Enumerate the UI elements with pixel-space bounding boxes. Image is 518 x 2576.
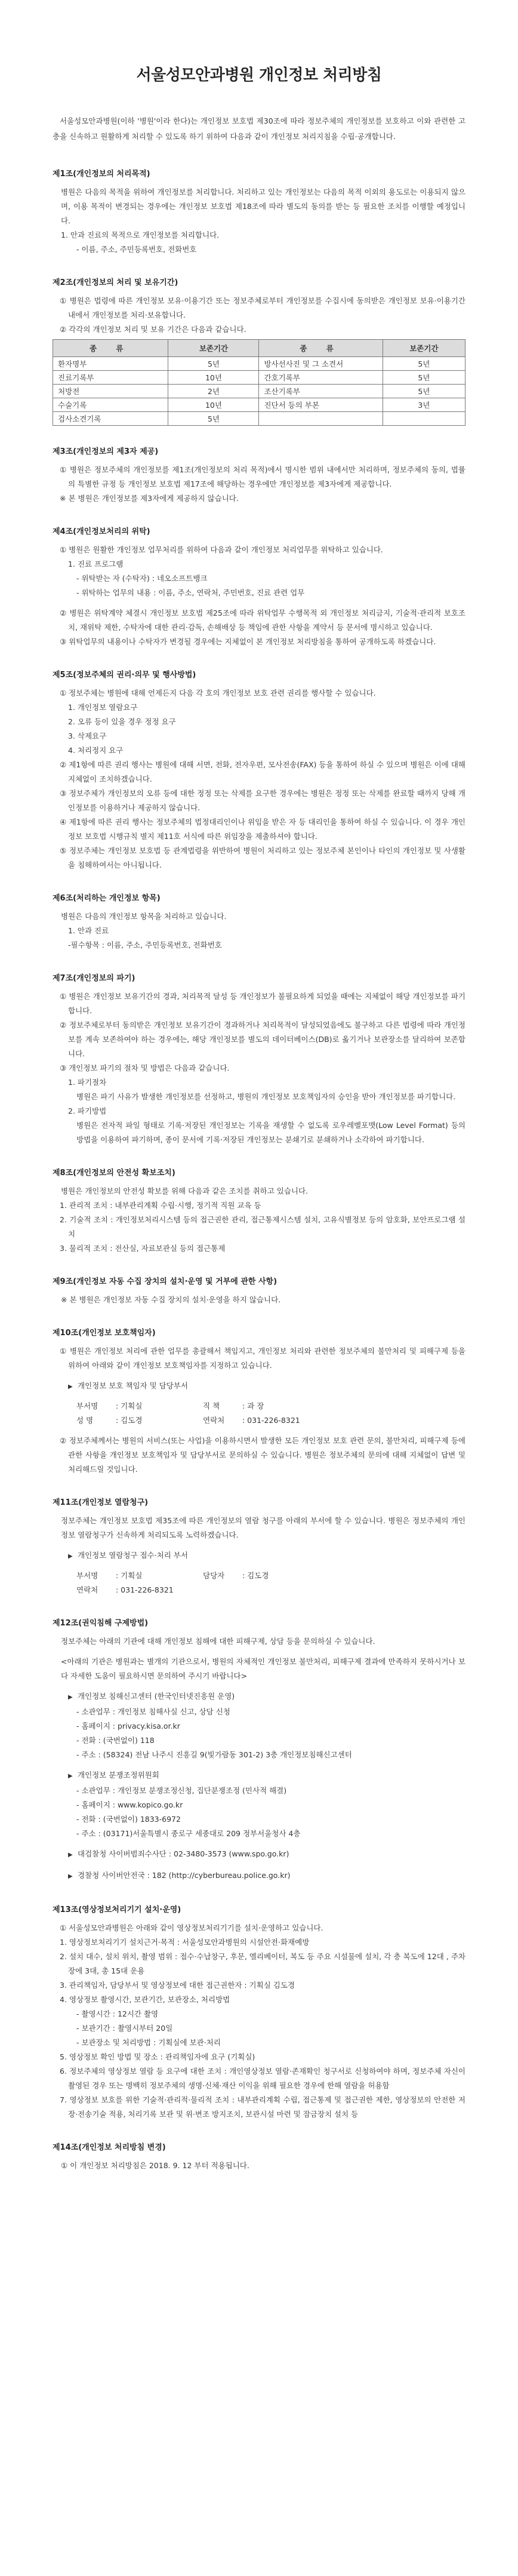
section-14-text: ① 이 개인정보 처리방침은 2018. 9. 12 부터 적용됩니다. (61, 2161, 249, 2170)
section-7-text: 병원은 전자적 파일 형태로 기록·저장된 개인정보는 기록을 재생할 수 없도록 로우레벨포맷(Low Level Format) 등의 방법을 이용하여 파기하며, 종이 문서에 기록·저장된 개인정보는 분쇄기로 분쇄하거나 소각하여 파기합니다. (76, 1121, 465, 1144)
section-12-text: - 소관업무 : 개인정보 침해사실 신고, 상담 신청 (76, 1707, 230, 1716)
section-11-heading: 제11조(개인정보 열람청구) (53, 1498, 149, 1507)
section-13-heading: 제13조(영상정보처리기기 설치·운영) (53, 1905, 181, 1914)
page-title: 서울성모안과병원 개인정보 처리방침 (136, 66, 382, 84)
table-header-cell: 보존기간 (168, 340, 259, 357)
contact-value: : 기획실 (116, 1571, 143, 1580)
section-1-text: - 이름, 주소, 주민등록번호, 전화번호 (76, 245, 197, 254)
section-4-text: 1. 진료 프로그램 (68, 560, 124, 568)
table-row (53, 398, 465, 412)
section-5-text: 4. 처리정지 요구 (68, 746, 124, 755)
section-8-text: 1. 관리적 조치 : 내부관리계획 수립·시행, 정기적 직원 교육 등 (60, 1201, 261, 1210)
table-row (53, 371, 465, 385)
agency-name (53, 1689, 465, 1705)
contact-label: 연락처 (203, 1416, 225, 1425)
section-7 (53, 973, 465, 1147)
contact-row (76, 1413, 465, 1428)
section-8-heading: 제8조(개인정보의 안전성 확보조치) (53, 1169, 175, 1178)
table-cell: 5년 (383, 371, 465, 385)
table-cell: 5년 (383, 357, 465, 371)
section-13-text: ① 서울성모안과병원은 아래와 같이 영상정보처리기기를 설치·운영하고 있습니다. (60, 1923, 323, 1932)
section-13-text: - 보관장소 및 처리방법 : 기획실에 보관·처리 (76, 2038, 221, 2047)
section-13-text: - 촬영시간 : 12시간 촬영 (76, 2009, 159, 2018)
agency-name (53, 1768, 465, 1784)
section-6-text: 병원은 다음의 개인정보 항목을 처리하고 있습니다. (61, 912, 227, 921)
section-3-heading: 제3조(개인정보의 제3자 제공) (53, 447, 159, 456)
section-2-text: ① 병원은 법령에 따른 개인정보 보유·이용기간 또는 정보주체로부터 개인정보를 수집시에 동의받은 개인정보 보유·이용기간 내에서 개인정보를 처리·보유합니다. (60, 296, 465, 319)
section-7-text: ② 정보주체로부터 동의받은 개인정보 보유기간이 경과하거나 처리목적이 달성되었음에도 불구하고 다른 법령에 따라 개인정보를 계속 보존하여야 하는 경우에는, 해당 개인정보를 별도의 데이터베이스(DB)로 옮기거나 보관장소를 달리하여 보존합니다. (60, 1020, 465, 1058)
section-12-heading: 제12조(권익침해 구제방법) (53, 1619, 149, 1628)
contact-value: : 김도경 (242, 1571, 269, 1580)
section-4-text: ③ 위탁업무의 내용이나 수탁자가 변경될 경우에는 지체없이 본 개인정보 처리방침을 통하여 공개하도록 하겠습니다. (60, 637, 436, 646)
section-10-text: ② 정보주체께서는 병원의 서비스(또는 사업)을 이용하시면서 발생한 모든 개인정보 보호 관련 문의, 불만처리, 피해구제 등에 관한 사항을 개인정보 보호책임자 및 담당부서로 문의하실 수 있습니다. 병원은 정보주체의 문의에 대해 지체없이 답변 및 처리해드릴 것입니다. (60, 1436, 465, 1474)
contact-row (76, 1399, 465, 1413)
section-5 (53, 669, 465, 872)
section-3 (53, 446, 465, 506)
table-cell: 3년 (383, 398, 465, 412)
section-4 (53, 526, 465, 649)
section-5-heading: 제5조(정보주체의 권리·의무 및 행사방법) (53, 671, 196, 680)
contact-label: 성 명 (76, 1416, 94, 1425)
section-1 (53, 168, 465, 257)
table-row (53, 357, 465, 371)
section-7-text: 1. 파기절차 (68, 1078, 107, 1087)
section-7-text: ① 병원은 개인정보 보유기간의 경과, 처리목적 달성 등 개인정보가 불필요하게 되었을 때에는 지체없이 해당 개인정보를 파기합니다. (60, 992, 465, 1015)
agency-name-text: 개인정보 침해신고센터 (한국인터넷진흥원 운영) (78, 1692, 235, 1701)
section-4-heading: 제4조(개인정보처리의 위탁) (53, 527, 150, 536)
section-2-heading: 제2조(개인정보의 처리 및 보유기간) (53, 278, 178, 287)
contact-value: : 031-226-8321 (242, 1416, 300, 1425)
contact-label: 담당자 (203, 1571, 225, 1580)
table-cell: 수술기록 (53, 398, 168, 412)
table-cell: 검사소견기록 (53, 412, 168, 426)
contact-box-title (53, 1379, 465, 1394)
section-4-text: ① 병원은 원활한 개인정보 업무처리를 위하여 다음과 같이 개인정보 처리업무를 위탁하고 있습니다. (60, 545, 383, 554)
section-8-text: 2. 기술적 조치 : 개인정보처리시스템 등의 접근권한 관리, 접근통제시스템 설치, 고유식별정보 등의 암호화, 보안프로그램 설치 (60, 1215, 465, 1238)
section-14-heading: 제14조(개인정보 처리방침 변경) (53, 2143, 166, 2152)
section-5-text: 2. 오류 등이 있을 경우 정정 요구 (68, 717, 176, 726)
section-12-text: <아래의 기관은 병원과는 별개의 기관으로서, 병원의 자체적인 개인정보 불만처리, 피해구제 결과에 만족하지 못하시거나 보다 자세한 도움이 필요하시면 문의하여 주시기 바랍니다> (61, 1657, 465, 1680)
table-cell: 간호기록부 (259, 371, 383, 385)
table-cell (259, 412, 383, 426)
bullet-icon: ▶ (68, 1384, 73, 1390)
intro-paragraph: 서울성모안과병원(이하 '병원'이라 한다)는 개인정보 보호법 제30조에 따라 정보주체의 개인정보를 보호하고 이와 관련한 고충을 신속하고 원활하게 처리할 수 있도록 하기 위하여 다음과 같이 개인정보 처리지침을 수립·공개합니다. (53, 116, 465, 141)
retention-table-header (53, 340, 465, 357)
table-cell: 10년 (168, 398, 259, 412)
table-cell: 조산기록부 (259, 385, 383, 398)
section-5-text: ⑤ 정보주체는 개인정보 보호법 등 관계법령을 위반하여 병원이 처리하고 있는 정보주체 본인이나 타인의 개인정보 및 사생활을 침해하여서는 아니됩니다. (60, 846, 465, 869)
contact-value: : 김도경 (116, 1416, 143, 1425)
section-12 (53, 1618, 465, 1884)
contact-value: : 기획실 (116, 1401, 143, 1410)
section-12-text: 정보주체는 아래의 기관에 대해 개인정보 침해에 대한 피해구제, 상담 등을 문의하실 수 있습니다. (61, 1637, 375, 1646)
section-12-text: - 주소 : (03171)서울특별시 종로구 세종대로 209 정부서울청사 4층 (76, 1829, 301, 1838)
section-10 (53, 1327, 465, 1477)
section-7-text: ③ 개인정보 파기의 절차 및 방법은 다음과 같습니다. (60, 1063, 230, 1072)
contact-box-title (53, 1548, 465, 1564)
contact-label: 부서명 (76, 1571, 98, 1580)
section-6-text: -필수항목 : 이름, 주소, 주민등록번호, 전화번호 (68, 940, 222, 949)
bullet-icon: ▶ (68, 1852, 73, 1858)
table-cell: 진단서 등의 부본 (259, 398, 383, 412)
section-13-text: 2. 설치 대수, 설치 위치, 촬영 범위 : 접수·수납창구, 후문, 엘리베이터, 복도 등 주요 시설물에 설치, 각 층 복도에 12대 , 주차장에 3대, 총 15대 운용 (60, 1952, 465, 1975)
section-7-text: 2. 파기방법 (68, 1106, 107, 1115)
section-2 (53, 277, 465, 426)
agency-name-text: 개인정보 분쟁조정위원회 (78, 1770, 159, 1779)
section-13-text: 5. 영상정보 확인 방법 및 장소 : 관리책임자에 요구 (기획실) (60, 2052, 255, 2061)
section-5-text: 3. 삭제요구 (68, 731, 107, 740)
table-cell (383, 412, 465, 426)
agency-name (53, 1847, 465, 1862)
section-9 (53, 1276, 465, 1307)
section-13 (53, 1904, 465, 2122)
table-cell: 5년 (383, 385, 465, 398)
table-cell: 방사선사진 및 그 소견서 (259, 357, 383, 371)
table-cell: 10년 (168, 371, 259, 385)
table-cell: 진료기록부 (53, 371, 168, 385)
section-7-heading: 제7조(개인정보의 파기) (53, 974, 135, 983)
bullet-icon: ▶ (68, 1694, 73, 1701)
bullet-icon: ▶ (68, 1773, 73, 1779)
contact-value: : 과 장 (242, 1401, 264, 1410)
section-4-text: - 위탁받는 자 (수탁자) : 네오소프트뱅크 (76, 574, 208, 583)
section-5-text: 1. 개인정보 열람요구 (68, 703, 138, 712)
section-13-text: 1. 영상정보처리기기 설치근거·목적 : 서울성모안과병원의 시설안전·화재예방 (60, 1938, 310, 1947)
section-12-text: - 홈페이지 : privacy.kisa.or.kr (76, 1722, 180, 1730)
privacy-officer-contact (76, 1399, 465, 1428)
section-8 (53, 1167, 465, 1256)
table-cell: 환자명부 (53, 357, 168, 371)
section-13-text: 7. 영상정보 보호를 위한 기술적·관리적·물리적 조치 : 내부관리계획 수립, 접근통제 및 접근권한 제한, 영상정보의 안전한 저장·전송기술 적용, 처리기록 보관 및 위·변조 방지조치, 보관시설 마련 및 잠금장치 설치 등 (60, 2095, 465, 2119)
section-13-text: - 보관기간 : 촬영시부터 20일 (76, 2024, 173, 2033)
section-6 (53, 893, 465, 952)
section-9-text: ※ 본 병원은 개인정보 자동 수집 장치의 설치·운영을 하지 않습니다. (61, 1295, 281, 1304)
contact-box-title-text: 개인정보 보호 책임자 및 담당부서 (78, 1381, 188, 1390)
section-13-text: 6. 정보주체의 영상정보 열람 등 요구에 대한 조치 : 개인영상정보 열람·존재확인 청구서로 신청하여야 하며, 정보주체 자신이 촬영된 경우 또는 명백히 정보주체의 생명·신체·재산 이익을 위해 필요한 경우에 한해 열람을 허용함 (60, 2067, 465, 2090)
table-row (53, 412, 465, 426)
table-cell: 5년 (168, 412, 259, 426)
section-1-text: 병원은 다음의 목적을 위하여 개인정보를 처리합니다. 처리하고 있는 개인정보는 다음의 목적 이외의 용도로는 이용되지 않으며, 이용 목적이 변경되는 경우에는 개인정보 보호법 제18조에 따라 별도의 동의를 받는 등 필요한 조치를 이행할 예정입니다. (61, 187, 465, 225)
agency-name-text: 대검찰청 사이버범죄수사단 : 02-3480-3573 (www.spo.go.kr) (78, 1849, 289, 1858)
agency-name (53, 1868, 465, 1884)
section-6-heading: 제6조(처리하는 개인정보 항목) (53, 894, 161, 903)
table-cell: 처방전 (53, 385, 168, 398)
section-1-heading: 제1조(개인정보의 처리목적) (53, 170, 150, 179)
table-header-cell: 종 류 (259, 340, 383, 357)
section-4-text: ② 병원은 위탁계약 체결시 개인정보 보호법 제25조에 따라 위탁업무 수행목적 외 개인정보 처리금지, 기술적·관리적 보호조치, 재위탁 제한, 수탁자에 대한 관리·감독, 손해배상 등 책임에 관한 사항을 계약서 등 문서에 명시하고 있습니다. (60, 608, 465, 632)
section-13-text: 4. 영상정보 촬영시간, 보관기간, 보관장소, 처리방법 (60, 1995, 230, 2004)
section-4-text: - 위탁하는 업무의 내용 : 이름, 주소, 연락처, 주민번호, 진료 관련 업무 (76, 588, 305, 597)
contact-row (76, 1569, 465, 1583)
table-header-cell: 보존기간 (383, 340, 465, 357)
section-9-heading: 제9조(개인정보 자동 수집 장치의 설치·운영 및 거부에 관한 사항) (53, 1277, 278, 1286)
contact-value: : 031-226-8321 (116, 1585, 174, 1594)
section-5-text: ④ 제1항에 따른 권리 행사는 정보주체의 법정대리인이나 위임을 받은 자 등 대리인을 통하여 하실 수 있습니다. 이 경우 개인정보 보호법 시행규칙 별지 제11호 서식에 따른 위임장을 제출하셔야 합니다. (60, 817, 465, 841)
section-8-text: 병원은 개인정보의 안전성 확보를 위해 다음과 같은 조치를 취하고 있습니다. (61, 1186, 309, 1195)
section-7-text: 병원은 파기 사유가 발생한 개인정보를 선정하고, 병원의 개인정보 보호책임자의 승인을 받아 개인정보를 파기합니다. (76, 1092, 456, 1101)
section-10-heading: 제10조(개인정보 보호책임자) (53, 1329, 156, 1338)
bullet-icon: ▶ (68, 1873, 73, 1880)
section-14 (53, 2142, 465, 2173)
section-3-text: ① 병원은 정보주체의 개인정보를 제1조(개인정보의 처리 목적)에서 명시한 범위 내에서만 처리하며, 정보주체의 동의, 법률의 특별한 규정 등 개인정보 보호법 제17조에 해당하는 경우에만 개인정보를 제3자에게 제공합니다. (60, 465, 465, 488)
section-11 (53, 1497, 465, 1597)
section-12-text: - 전화 : (국번없이) 118 (76, 1736, 155, 1745)
table-cell: 5년 (168, 357, 259, 371)
section-8-text: 3. 물리적 조치 : 전산실, 자료보관실 등의 접근통제 (60, 1244, 226, 1253)
section-13-text: 3. 관리책임자, 담당부서 및 영상정보에 대한 접근권한자 : 기획실 김도경 (60, 1981, 295, 1990)
section-11-text: 정보주체는 개인정보 보호법 제35조에 따른 개인정보의 열람 청구를 아래의 부서에 할 수 있습니다. 병원은 정보주체의 개인정보 열람청구가 신속하게 처리되도록 노력하겠습니다. (61, 1516, 465, 1539)
section-3-text: ※ 본 병원은 개인정보를 제3자에게 제공하지 않습니다. (60, 494, 239, 503)
section-1-text: 1. 안과 진료의 목적으로 개인정보를 처리합니다. (61, 230, 220, 239)
contact-label: 연락처 (76, 1585, 98, 1594)
table-header-cell: 종 류 (53, 340, 168, 357)
table-cell: 2년 (168, 385, 259, 398)
section-5-text: ② 제1항에 따른 권리 행사는 병원에 대해 서면, 전화, 전자우편, 모사전송(FAX) 등을 통하여 하실 수 있으며 병원은 이에 대해 지체없이 조치하겠습니다. (60, 760, 465, 783)
bullet-icon: ▶ (68, 1553, 73, 1560)
retention-table (53, 339, 465, 426)
table-row (53, 385, 465, 398)
access-request-contact (76, 1569, 465, 1597)
section-5-text: ③ 정보주체가 개인정보의 오류 등에 대한 정정 또는 삭제를 요구한 경우에는 병원은 정정 또는 삭제를 완료할 때까지 당해 개인정보를 이용하거나 제공하지 않습니다. (60, 789, 465, 812)
section-12-text: - 전화 : (국번없이) 1833-6972 (76, 1815, 181, 1824)
contact-box-title-text: 개인정보 열람청구 접수·처리 부서 (78, 1551, 188, 1560)
section-6-text: 1. 안과 진료 (68, 926, 109, 935)
section-12-text: - 주소 : (58324) 전남 나주시 진흥길 9(빛가람동 301-2) 3층 개인정보침해신고센터 (76, 1750, 352, 1759)
contact-row (76, 1583, 465, 1597)
section-12-text: - 홈페이지 : www.kopico.go.kr (76, 1800, 183, 1809)
section-2-text: ② 각각의 개인정보 처리 및 보유 기간은 다음과 같습니다. (60, 325, 246, 334)
section-5-text: ① 정보주체는 병원에 대해 언제든지 다음 각 호의 개인정보 보호 관련 권리를 행사할 수 있습니다. (60, 688, 376, 697)
section-10-text: ① 병원은 개인정보 처리에 관한 업무를 총괄해서 책임지고, 개인정보 처리와 관련한 정보주체의 불만처리 및 피해구제 등을 위하여 아래와 같이 개인정보 보호책임자를 지정하고 있습니다. (60, 1347, 465, 1370)
section-12-text: - 소관업무 : 개인정보 분쟁조정신청, 집단분쟁조정 (민사적 해결) (76, 1786, 287, 1795)
agency-name-text: 경찰청 사이버안전국 : 182 (http://cyberbureau.police.go.kr) (78, 1871, 291, 1880)
contact-label: 부서명 (76, 1401, 98, 1410)
contact-label: 직 책 (203, 1401, 220, 1410)
